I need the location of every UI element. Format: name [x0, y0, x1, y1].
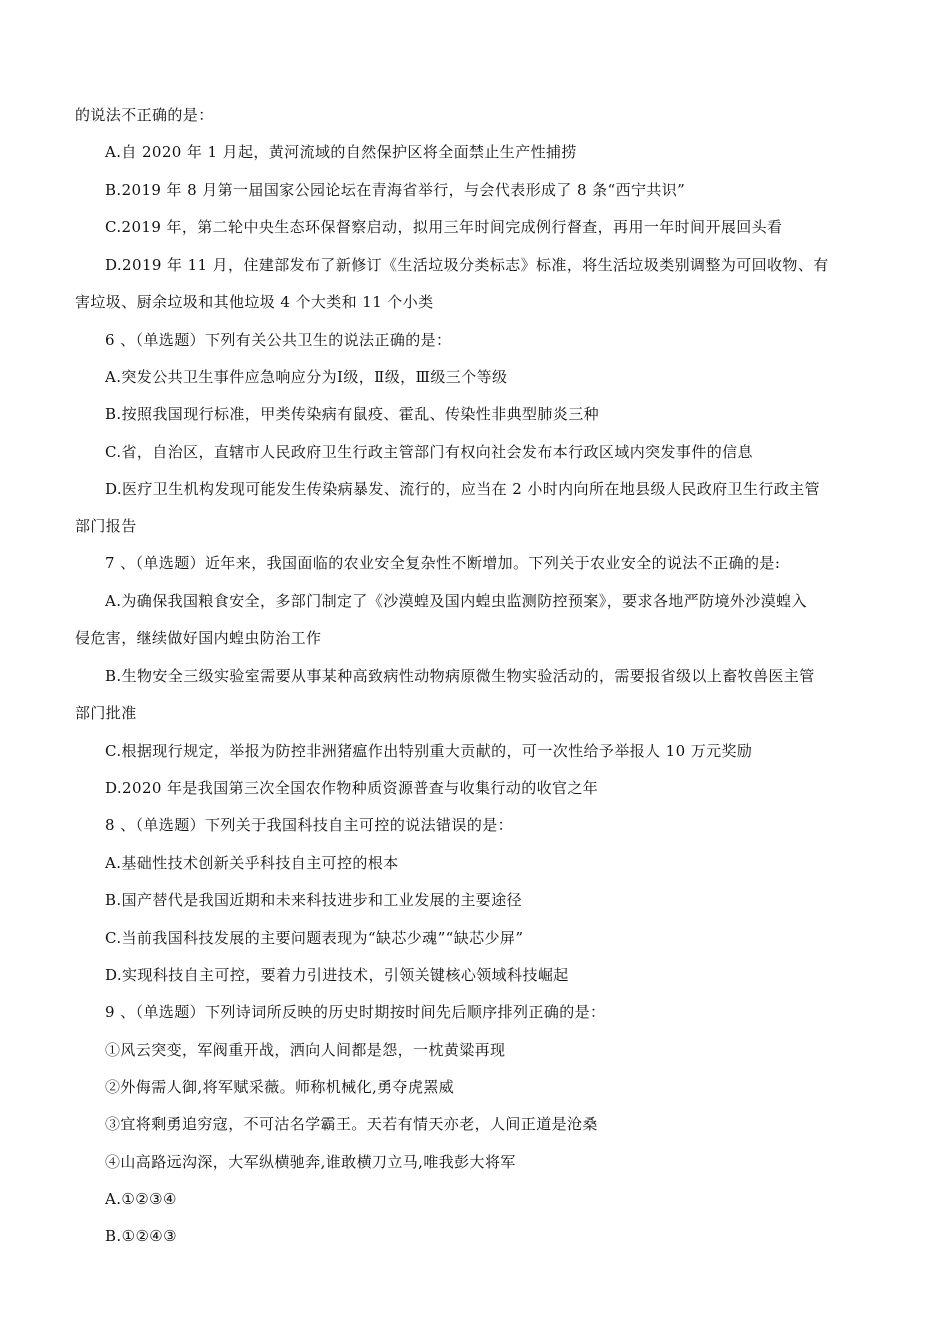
option-a-q7: A.为确保我国粮食安全，多部门制定了《沙漠蝗及国内蝗虫监测防控预案》，要求各地严防境外沙漠蝗入	[105, 592, 807, 610]
poem-2: ②外侮需人御,将军赋采薇。师称机械化,勇夺虎罴威	[105, 1078, 455, 1096]
option-c-q7: C.根据现行规定，举报为防控非洲猪瘟作出特别重大贡献的，可一次性给予举报人 10 万元奖励	[105, 742, 753, 760]
option-b-q8: B.国产替代是我国近期和未来科技进步和工业发展的主要途径	[105, 891, 522, 909]
option-b-q5: B.2019 年 8 月第一届国家公园论坛在青海省举行，与会代表形成了 8 条“西宁共识”	[105, 181, 686, 199]
option-d-q8: D.实现科技自主可控，要着力引进技术，引领关键核心领域科技崛起	[105, 966, 569, 984]
option-a-q7-cont: 侵危害，继续做好国内蝗虫防治工作	[75, 629, 322, 647]
option-c-q6: C.省，自治区，直辖市人民政府卫生行政主管部门有权向社会发布本行政区域内突发事件的信息	[105, 443, 753, 461]
option-d-q5: D.2019 年 11 月，住建部发布了新修订《生活垃圾分类标志》标准，将生活垃圾类别调整为可回收物、有	[105, 256, 829, 274]
question-6: 6 、（单选题）下列有关公共卫生的说法正确的是：	[105, 331, 452, 349]
option-c-q8: C.当前我国科技发展的主要问题表现为“缺芯少魂”“缺芯少屏”	[105, 929, 524, 947]
option-c-q5: C.2019 年，第二轮中央生态环保督察启动，拟用三年时间完成例行督查，再用一年时间开展回头看	[105, 218, 783, 236]
option-a-q5: A.自 2020 年 1 月起，黄河流域的自然保护区将全面禁止生产性捕捞	[105, 143, 577, 161]
option-b-q9: B.①②④③	[105, 1227, 177, 1245]
option-d-q6-cont: 部门报告	[75, 517, 137, 535]
option-b-q7: B.生物安全三级实验室需要从事某种高致病性动物病原微生物实验活动的，需要报省级以上畜牧兽医主管	[105, 667, 815, 685]
question-8: 8 、（单选题）下列关于我国科技自主可控的说法错误的是：	[105, 816, 514, 834]
option-b-q6: B.按照我国现行标准，甲类传染病有鼠疫、霍乱、传染性非典型肺炎三种	[105, 405, 599, 423]
option-d-q5-cont: 害垃圾、厨余垃圾和其他垃圾 4 个大类和 11 个小类	[75, 293, 434, 311]
option-d-q6: D.医疗卫生机构发现可能发生传染病暴发、流行的，应当在 2 小时内向所在地县级人民政府卫生行政主管	[105, 480, 820, 498]
option-a-q9: A.①②③④	[105, 1190, 177, 1208]
option-b-q7-cont: 部门批准	[75, 704, 137, 722]
question-7: 7 、（单选题）近年来，我国面临的农业安全复杂性不断增加。下列关于农业安全的说法不正确的是:	[105, 554, 781, 572]
poem-1: ①风云突变，军阀重开战，洒向人间都是怨，一枕黄粱再现	[105, 1041, 506, 1059]
option-d-q7: D.2020 年是我国第三次全国农作物种质资源普查与收集行动的收官之年	[105, 779, 599, 797]
poem-4: ④山高路远沟深，大军纵横驰奔,谁敢横刀立马,唯我彭大将军	[105, 1153, 516, 1171]
poem-3: ③宜将剩勇追穷寇，不可沽名学霸王。天若有情天亦老，人间正道是沧桑	[105, 1115, 598, 1133]
question-9: 9 、（单选题）下列诗词所反映的历史时期按时间先后顺序排列正确的是：	[105, 1003, 606, 1021]
option-a-q8: A.基础性技术创新关乎科技自主可控的根本	[105, 854, 399, 872]
text-line: 的说法不正确的是：	[75, 106, 214, 124]
option-a-q6: A.突发公共卫生事件应急响应分为Ⅰ级，Ⅱ级，Ⅲ级三个等级	[105, 368, 508, 386]
